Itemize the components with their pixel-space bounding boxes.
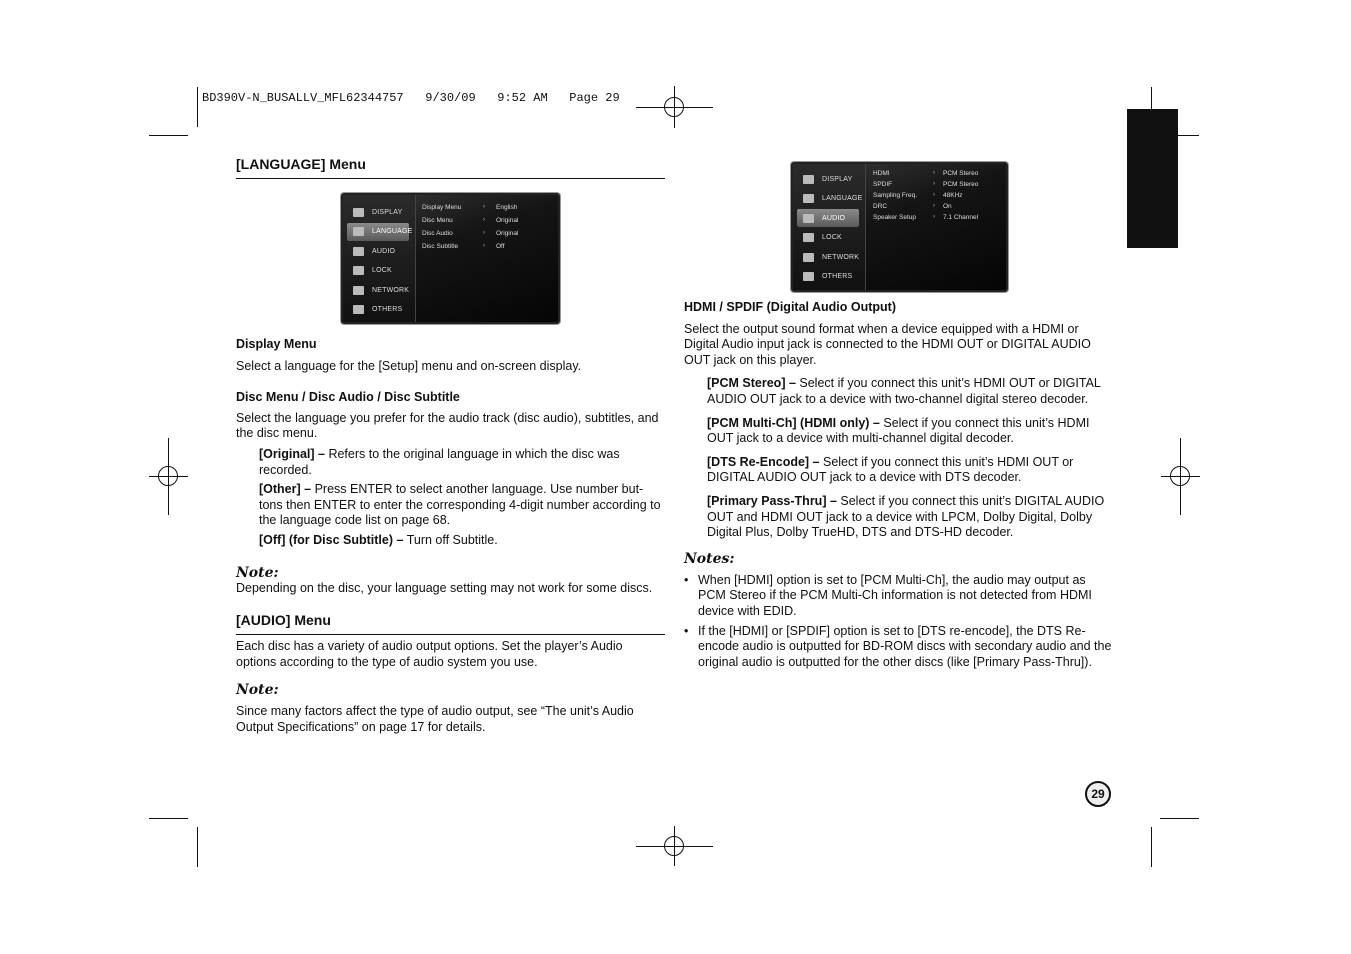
osd-setting-label: Disc Menu (422, 217, 453, 224)
osd-menu-item (797, 190, 863, 208)
audio-icon (353, 247, 364, 256)
osd-setting-value: On (943, 203, 952, 210)
osd-menu-item (797, 209, 859, 227)
osd-menu-item (797, 229, 859, 247)
pcm-stereo-option: [PCM Stereo] – Select if you connect this unit’s HDMI OUT or DIGITAL AUDIO OUT jack to a device with two-channel digital stereo decoder. (707, 376, 1101, 406)
page-number: 29 (1085, 781, 1111, 807)
hdmi-spdif-heading: HDMI / SPDIF (Digital Audio Output) (684, 300, 897, 314)
notes-heading: Notes: (684, 550, 735, 567)
network-icon (353, 286, 364, 295)
note-heading: Note: (236, 564, 279, 581)
disc-heading: Disc Menu / Disc Audio / Disc Subtitle (236, 390, 460, 405)
osd-menu-item (797, 170, 859, 188)
osd-menu-label: OTHERS (372, 306, 403, 313)
audio-menu-text: Each disc has a variety of audio output options. Set the player’s Audio options according to the type of audio system you use. (236, 639, 623, 669)
audio-menu-screenshot (791, 162, 1008, 292)
others-icon (353, 305, 364, 314)
chevron-right-icon: › (933, 170, 935, 176)
language-icon (353, 227, 364, 236)
audio-icon (803, 214, 814, 223)
osd-menu-item (347, 301, 409, 319)
osd-setting-label: Speaker Setup (873, 214, 917, 221)
hdmi-spdif-text: Select the output sound format when a device equipped with a HDMI or Digital Audio input jack is connected to the HDMI OUT or DIGITAL AUDIO OUT jack on this player. (684, 321, 1091, 367)
osd-menu-label: OTHERS (822, 273, 853, 280)
section-tab (1127, 109, 1178, 248)
osd-menu-label: LANGUAGE (372, 228, 413, 235)
original-option: [Original] – Refers to the original language in which the disc was recorded. (259, 446, 620, 477)
osd-setting-label: DRC (873, 203, 888, 210)
left-body (236, 337, 665, 736)
osd-menu-label: LOCK (372, 267, 392, 274)
display-icon (353, 208, 364, 217)
lock-icon (353, 266, 364, 275)
osd-menu-label: DISPLAY (822, 175, 853, 183)
osd-setting-label: Disc Audio (422, 230, 453, 237)
disc-text: Select the language you prefer for the audio track (disc audio), subtitles, and the disc menu. (236, 410, 659, 441)
osd-setting-label: Sampling Freq. (873, 192, 918, 199)
osd-setting-label: SPDIF (873, 181, 893, 188)
osd-menu-label: DISPLAY (372, 208, 403, 216)
chevron-right-icon: › (933, 192, 935, 198)
audio-menu-title: [AUDIO] Menu (236, 612, 665, 635)
osd-menu-item (797, 268, 859, 286)
left-column (236, 156, 665, 179)
language-menu-title: [LANGUAGE] Menu (236, 156, 665, 179)
off-option: [Off] (for Disc Subtitle) – Turn off Subtitle. (259, 532, 498, 547)
osd-menu-label: LANGUAGE (822, 195, 863, 202)
primary-pass-thru-option: [Primary Pass-Thru] – Select if you connect this unit’s DIGITAL AUDIO OUT and HDMI OUT jack to a device with LPCM, Dolby Digital, Dolby Digital Plus, Dolby TrueHD, DTS and DTS-HD decoder. (707, 493, 1105, 540)
osd-menu-item (797, 248, 859, 266)
dts-reencode-option: [DTS Re-Encode] – Select if you connect this unit’s HDMI OUT or DIGITAL AUDIO OUT jack to a device with DTS decoder. (707, 454, 1074, 485)
osd-menu-label: AUDIO (372, 247, 396, 255)
right-column (684, 300, 1116, 670)
chevron-right-icon: › (483, 230, 485, 236)
print-slug: BD390V-N_BUSALLV_MFL62344757 9/30/09 9:52 AM Page 29 (202, 91, 620, 105)
lock-icon (803, 233, 814, 242)
osd-menu-item (347, 203, 409, 221)
pcm-multi-option: [PCM Multi-Ch] (HDMI only) – Select if you connect this unit’s HDMI OUT jack to a device with multi-channel digital decoder. (707, 415, 1090, 446)
chevron-right-icon: › (483, 217, 485, 223)
osd-menu-item (347, 262, 409, 280)
display-menu-heading: Display Menu (236, 337, 317, 351)
notes-list (684, 573, 1116, 671)
chevron-right-icon: › (933, 181, 935, 187)
osd-setting-label: Display Menu (422, 204, 462, 211)
other-option: [Other] – Press ENTER to select another language. Use number but-tons then ENTER to enter the corresponding 4-digit number according to the language code list on page 68. (259, 482, 661, 528)
language-menu-screenshot (341, 193, 560, 324)
note-heading: Note: (236, 682, 279, 699)
osd-setting-value: 48KHz (943, 192, 963, 199)
others-icon (803, 272, 814, 281)
osd-setting-value: PCM Stereo (943, 170, 979, 177)
osd-setting-label: Disc Subtitle (422, 243, 459, 250)
osd-setting-value: 7.1 Channel (943, 214, 979, 221)
chevron-right-icon: › (933, 214, 935, 220)
display-menu-text: Select a language for the [Setup] menu and on-screen display. (236, 358, 582, 373)
osd-setting-value: Original (496, 230, 519, 237)
osd-menu-label: AUDIO (822, 214, 846, 222)
osd-menu-item (347, 242, 409, 260)
list-item: • If the [HDMI] or [SPDIF] option is set to [DTS re-encode], the DTS Re-encode audio is outputted for BD-ROM discs with secondary audio and the original audio is outputted for the other discs (like [Primary Pass-Thru]). (684, 624, 1116, 671)
list-item: • When [HDMI] option is set to [PCM Multi-Ch], the audio may output as PCM Stereo if the PCM Multi-Ch information is not detected from HDMI device with EDID. (684, 573, 1116, 620)
osd-menu-label: NETWORK (372, 286, 410, 294)
osd-setting-value: English (496, 204, 518, 211)
osd-setting-value: Original (496, 217, 519, 224)
osd-menu-item (347, 281, 409, 299)
chevron-right-icon: › (933, 203, 935, 209)
network-icon (803, 253, 814, 262)
note-text: Since many factors affect the type of audio output, see “The unit’s Audio Output Specifications” on page 17 for details. (236, 704, 634, 734)
osd-setting-label: HDMI (873, 170, 890, 177)
chevron-right-icon: › (483, 243, 485, 249)
osd-menu-label: NETWORK (822, 253, 860, 261)
chevron-right-icon: › (483, 204, 485, 210)
language-icon (803, 194, 814, 203)
note-text: Depending on the disc, your language setting may not work for some discs. (236, 580, 653, 595)
osd-menu-label: LOCK (822, 234, 842, 241)
display-icon (803, 175, 814, 184)
osd-setting-value: Off (496, 243, 505, 250)
osd-setting-value: PCM Stereo (943, 181, 979, 188)
osd-menu-item (347, 223, 413, 241)
